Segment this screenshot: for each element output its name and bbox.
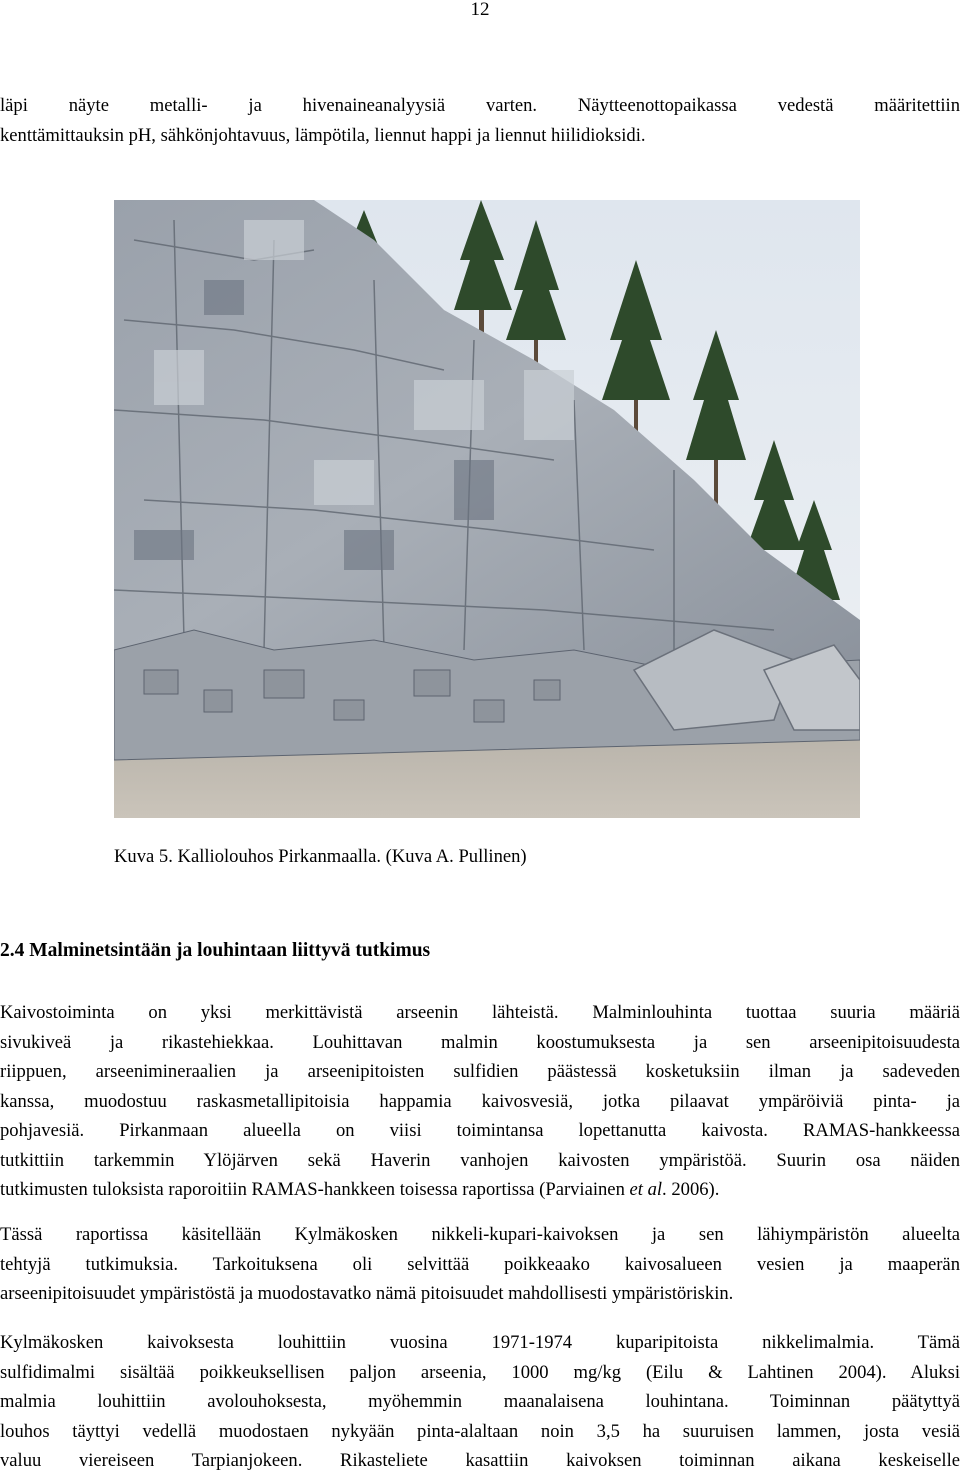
italic-text: et al bbox=[629, 1179, 663, 1200]
text-line: läpi näyte metalli- ja hivenaineanalyysiä varten. Näytteenottopaikassa vedestä määritettiin bbox=[0, 95, 960, 116]
text-line bbox=[0, 1175, 960, 1205]
text-line: tehtyjä tutkimuksia. Tarkoituksena oli selvittää poikkeaako kaivosalueen vesien ja maaperän bbox=[0, 1253, 960, 1275]
body-paragraph bbox=[0, 998, 960, 1205]
body-paragraph bbox=[0, 1328, 960, 1476]
text-segment: tutkimusten tuloksista raporoitiin RAMAS-hankkeen toisessa raportissa (Parviainen bbox=[0, 1179, 630, 1200]
intro-paragraph bbox=[0, 91, 960, 150]
text-line: sivukiveä ja rikastehiekkaa. Louhittavan malmin koostumuksesta ja sen arseenipitoisuudesta bbox=[0, 1031, 960, 1053]
text-line: riippuen, arseenimineraalien ja arseenipitoisten sulfidien päästessä kosketuksiin ilman ja sadeveden bbox=[0, 1061, 960, 1082]
text-line: Kylmäkosken kaivoksesta louhittiin vuosina 1971-1974 kuparipitoista nikkelimalmia. Tämä bbox=[0, 1332, 960, 1353]
text-line: tutkittiin tarkemmin Ylöjärven sekä Haverin vanhojen kaivosten ympäristöä. Suurin osa näiden bbox=[0, 1149, 960, 1171]
text-line: louhos täyttyi vedellä muodostaen nykyään pinta-alaltaan noin 3,5 ha suuruisen lammen, josta vesiä bbox=[0, 1420, 960, 1442]
text-line: Tässä raportissa käsitellään Kylmäkosken nikkeli-kupari-kaivoksen ja sen lähiympäristön alueelta bbox=[0, 1224, 960, 1245]
text-line: sulfidimalmi sisältää poikkeuksellisen paljon arseenia, 1000 mg/kg (Eilu & Lahtinen 2004). Aluksi bbox=[0, 1361, 960, 1383]
page-number: 12 bbox=[470, 0, 490, 20]
text-line: kenttämittauksin pH, sähkönjohtavuus, lämpötila, liennut happi ja liennut hiilidioksidi. bbox=[0, 124, 646, 146]
body-paragraph bbox=[0, 1220, 960, 1309]
text-line: malmia louhittiin avolouhoksesta, myöhemmin maanalaisena louhintana. Toiminnan päätyttyä bbox=[0, 1391, 960, 1412]
section-heading: 2.4 Malminetsintään ja louhintaan liittyvä tutkimus bbox=[0, 940, 431, 961]
text-line: arseenipitoisuudet ympäristöstä ja muodostavatko nämä pitoisuudet mahdollisesti ympäristöriskin. bbox=[0, 1283, 734, 1304]
text-line: valuu viereiseen Tarpianjokeen. Rikasteliete kasattiin kaivoksen toiminnan aikana keskeiselle bbox=[0, 1450, 960, 1471]
text-line: Kaivostoiminta on yksi merkittävistä arseenin lähteistä. Malminlouhinta tuottaa suuria määriä bbox=[0, 1002, 960, 1023]
text-line: pohjavesiä. Pirkanmaan alueella on viisi toimintansa lopettanutta kaivosta. RAMAS-hankkeessa bbox=[0, 1120, 960, 1141]
quarry-photo bbox=[114, 200, 860, 818]
text-segment: . 2006). bbox=[662, 1179, 720, 1200]
text-line: kanssa, muodostuu raskasmetallipitoisia happamia kaivosvesiä, jotka pilaavat ympäröiviä pinta- ja bbox=[0, 1090, 960, 1112]
figure-caption: Kuva 5. Kalliolouhos Pirkanmaalla. (Kuva A. Pullinen) bbox=[114, 846, 527, 867]
